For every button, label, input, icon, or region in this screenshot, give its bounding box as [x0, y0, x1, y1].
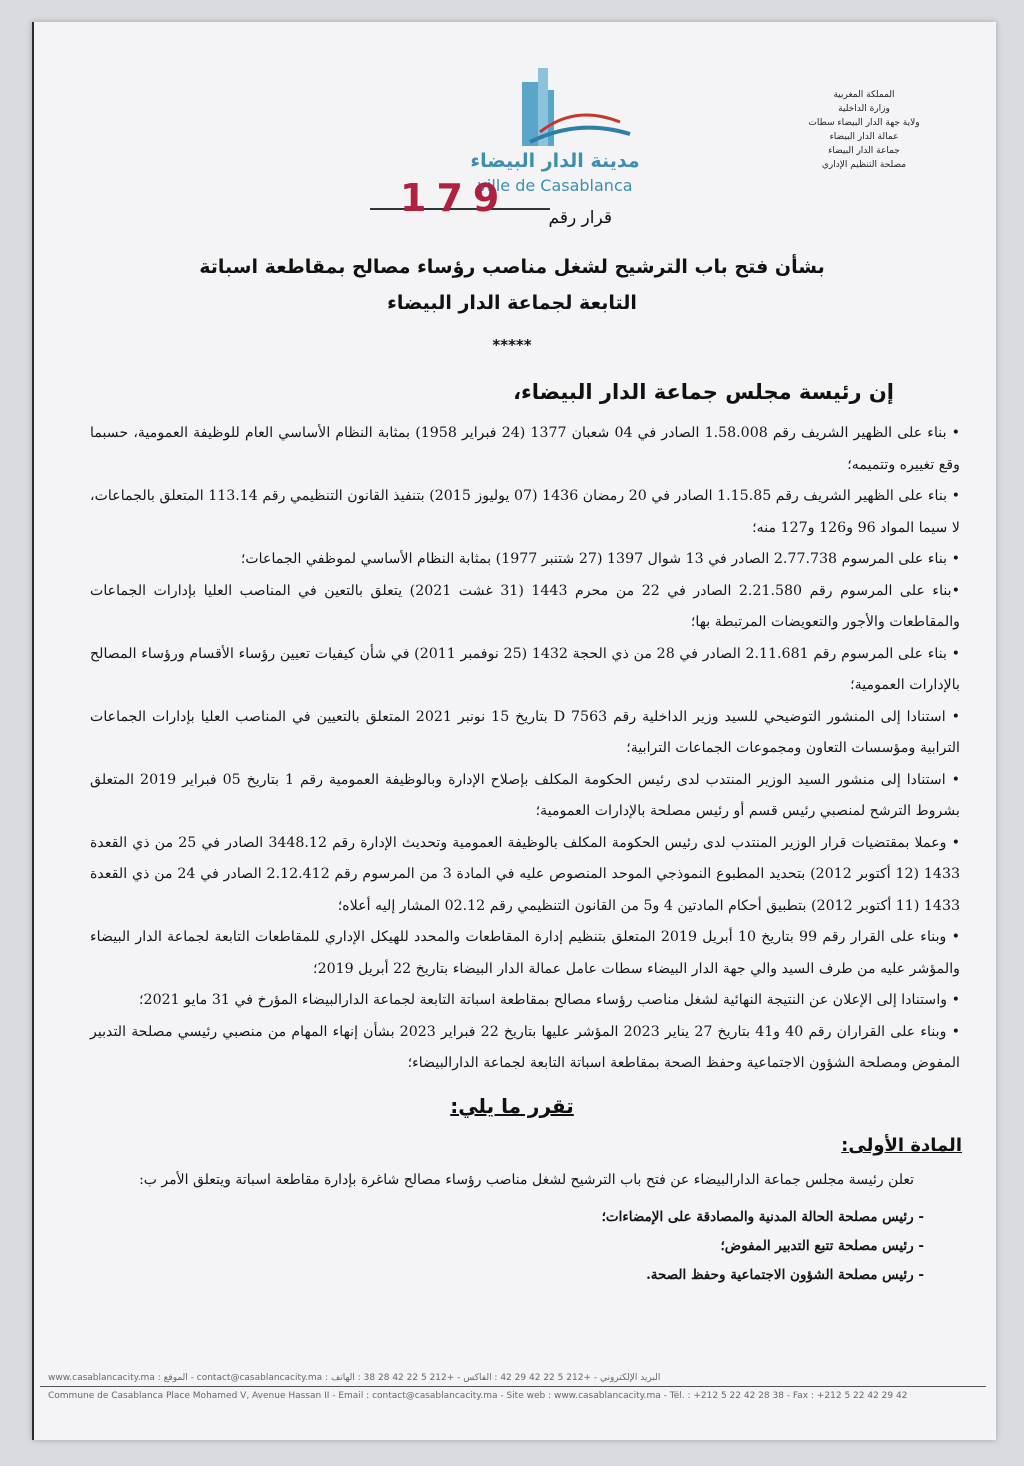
list-item: - رئيس مصلحة الشؤون الاجتماعية وحفظ الصحة. — [646, 1267, 924, 1283]
footer-contact-french: Commune de Casablanca Place Mohamed V, Avenue Hassan II - Email : contact@casablancacity.ma - Site web : www.casablancacity.ma - Tél. : +212 5 22 42 28 38 - Fax : +212 5 22 42 29 42 — [48, 1391, 908, 1401]
document-subtitle: التابعة لجماعة الدار البيضاء — [387, 292, 637, 314]
decision-label: قرار رقم — [548, 208, 612, 228]
preamble-clause: • وبناء على القراران رقم 40 و41 بتاريخ 27 يناير 2023 المؤشر عليها بتاريخ 22 فبراير 2023 بشأن إنهاء المهام من منصبي رئيسي مصلحة التدبير المفوض ومصلحة الشؤون الاجتماعية وحفظ الصحة بمقاطعة اسباتة التابعة لجماعة الدارالبيضاء؛ — [90, 1023, 960, 1071]
decision-number: 179 — [400, 176, 510, 220]
footer-contact-arabic: www.casablancacity.ma : الموقع - contact@casablancacity.ma : البريد الإلكتروني - +212 5 22 42 29 42 : الفاكس - +212 5 22 42 28 38 : الهاتف — [48, 1373, 661, 1383]
footer-divider — [40, 1386, 986, 1387]
preamble-clause: •بناء على المرسوم رقم 2.21.580 الصادر في 22 من محرم 1443 (31 غشت 2021) يتعلق بالتعين في المناصب العليا بإدارات الجماعات والمقاطعات والأجور والتعويضات المرتبطة بها؛ — [90, 582, 960, 630]
decides-heading: تقرر ما يلي: — [450, 1094, 574, 1118]
admin-line: المملكة المغربية — [833, 90, 895, 100]
decision-reference — [330, 176, 620, 236]
preamble-clause: • وعملا بمقتضيات قرار الوزير المنتدب لدى رئيس الحكومة المكلف بالوظيفة العمومية وتحديث الإدارة رقم 3448.12 الصادر في 25 من ذي القعدة 1433 (12 أكتوبر 2012) بتحديد المطبوع النموذجي الموحد المنصوص عليه في المادة 3 من المرسوم رقم 2.12.412 الصادر في 24 من ذي القعدة 1433 (11 أكتوبر 2012) بتطبيق أحكام المادتين 4 و5 من القانون التنظيمي رقم 02.12 المشار إليه أعلاه؛ — [90, 834, 960, 914]
logo-emblem-icon — [470, 60, 640, 152]
positions-list — [224, 1203, 924, 1290]
preamble-clause: • بناء على المرسوم 2.77.738 الصادر في 13 شوال 1397 (27 شتنبر 1977) بمثابة النظام الأساسي لموظفي الجماعات؛ — [240, 551, 960, 567]
administration-header — [794, 88, 934, 172]
title-separator: ***** — [492, 336, 532, 354]
admin-line: ولاية جهة الدار البيضاء سطات — [808, 118, 920, 128]
preamble-clause: • بناء على المرسوم رقم 2.11.681 الصادر في 28 من ذي الحجة 1432 (25 نوفمبر 2011) في شأن كيفيات تعيين رؤساء الأقسام ورؤساء المصالح بالإدارات العمومية؛ — [90, 645, 960, 693]
preamble-clause: • بناء على الظهير الشريف رقم 1.15.85 الصادر في 20 رمضان 1436 (07 يوليوز 2015) بتنفيذ القانون التنظيمي رقم 113.14 المتعلق بالجماعات، لا سيما المواد 96 و126 و127 منه؛ — [90, 488, 961, 536]
admin-line: عمالة الدار البيضاء — [829, 132, 899, 142]
list-item: - رئيس مصلحة الحالة المدنية والمصادقة على الإمضاءات؛ — [601, 1209, 924, 1225]
preamble-clause: • بناء على الظهير الشريف رقم 1.58.008 الصادر في 04 شعبان 1377 (24 فبراير 1958) بمثابة النظام الأساسي العام للوظيفة العمومية، حسبما وقع تغييره وتتميمه؛ — [90, 425, 961, 473]
admin-line: وزارة الداخلية — [838, 104, 890, 114]
article-heading: المادة الأولى: — [841, 1135, 962, 1156]
preamble — [90, 418, 960, 1080]
article-intro: تعلن رئيسة مجلس جماعة الدارالبيضاء عن فتح باب الترشيح لشغل مناصب رؤساء مصالح شاغرة بإدارة مقاطعة اسباتة ويتعلق الأمر ب: — [139, 1172, 914, 1188]
admin-line: جماعة الدار البيضاء — [828, 146, 900, 156]
admin-line: مصلحة التنظيم الإداري — [821, 160, 907, 170]
preamble-clause: • استنادا إلى منشور السيد الوزير المنتدب لدى رئيس الحكومة المكلف بإصلاح الإدارة وبالوظيفة العمومية رقم 1 بتاريخ 05 فبراير 2019 المتعلق بشروط الترشح لمنصبي رئيس قسم أو رئيس مصلحة بالإدارات العمومية؛ — [90, 771, 960, 819]
preamble-clause: • وبناء على القرار رقم 99 بتاريخ 10 أبريل 2019 المتعلق بتنظيم إدارة المقاطعات والمحدد للهيكل الإداري للمقاطعات التابعة لجماعة الدار البيضاء والمؤشر عليه من طرف السيد والي جهة الدار البيضاء سطات عامل عمالة الدار البيضاء بتاريخ 22 أبريل 2019؛ — [90, 929, 961, 977]
preamble-clause: • استنادا إلى المنشور التوضيحي للسيد وزير الداخلية رقم D 7563 بتاريخ 15 نونبر 2021 المتعلق بالتعيين في المناصب العليا بإدارات الجماعات الترابية ومؤسسات التعاون ومجموعات الجماعات الترابية؛ — [90, 708, 960, 756]
logo-french-text: ville de Casablanca — [477, 176, 633, 195]
logo-arabic-text: مدينة الدار البيضاء — [470, 150, 640, 172]
president-line: إن رئيسة مجلس جماعة الدار البيضاء، — [513, 380, 894, 404]
document-title: بشأن فتح باب الترشيح لشغل مناصب رؤساء مصالح بمقاطعة اسباتة — [199, 256, 825, 278]
preamble-clause: • واستنادا إلى الإعلان عن النتيجة النهائية لشغل مناصب رؤساء مصالح بمقاطعة اسباتة التابعة لجماعة الدارالبيضاء المؤرخ في 31 مايو 2021؛ — [139, 992, 960, 1008]
list-item: - رئيس مصلحة تتبع التدبير المفوض؛ — [720, 1238, 924, 1254]
